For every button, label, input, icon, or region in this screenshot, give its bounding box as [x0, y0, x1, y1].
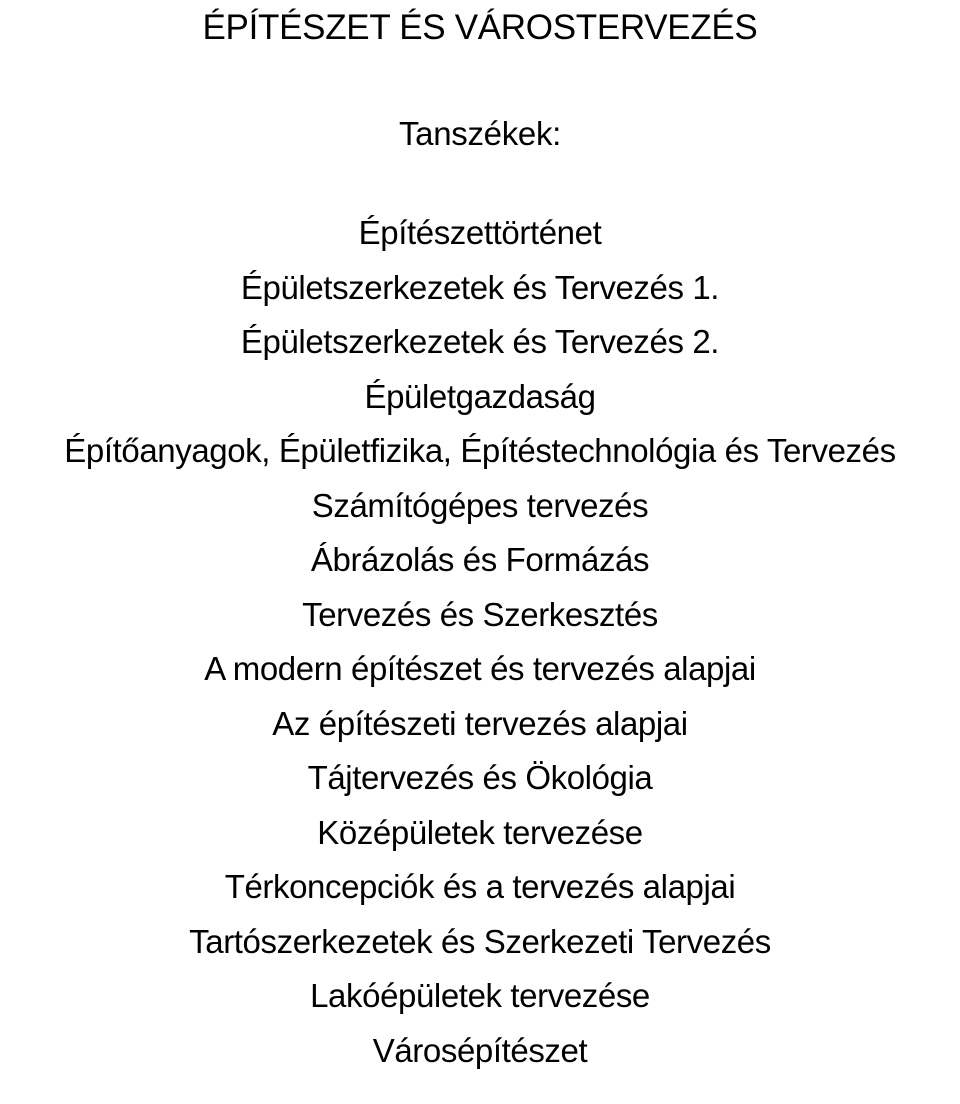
department-item: Térkoncepciók és a tervezés alapjai [224, 868, 736, 905]
department-item: Építőanyagok, Épületfizika, Építéstechnológia és Tervezés [64, 432, 896, 469]
department-item: Épületgazdaság [364, 377, 596, 415]
department-item: Ábrázolás és Formázás [310, 541, 650, 578]
document-title: ÉPÍTÉSZET ÉS VÁROSTERVEZÉS [202, 8, 758, 47]
department-list [0, 206, 960, 1078]
department-item: A modern építészet és tervezés alapjai [204, 650, 756, 687]
department-item: Tájtervezés és Ökológia [307, 759, 653, 796]
department-item: Számítógépes tervezés [311, 486, 649, 524]
department-item: Az építészeti tervezés alapjai [272, 704, 688, 742]
department-item: Építészettörténet [358, 214, 602, 251]
departments-heading: Tanszékek: [398, 115, 562, 152]
department-item: Épületszerkezetek és Tervezés 1. [240, 268, 720, 306]
department-item: Épületszerkezetek és Tervezés 2. [240, 323, 720, 360]
department-item: Tervezés és Szerkesztés [302, 595, 658, 633]
department-item: Lakóépületek tervezése [310, 977, 650, 1014]
department-item: Városépítészet [372, 1031, 588, 1069]
department-item: Középületek tervezése [317, 813, 643, 851]
department-item: Tartószerkezetek és Szerkezeti Tervezés [189, 922, 771, 960]
